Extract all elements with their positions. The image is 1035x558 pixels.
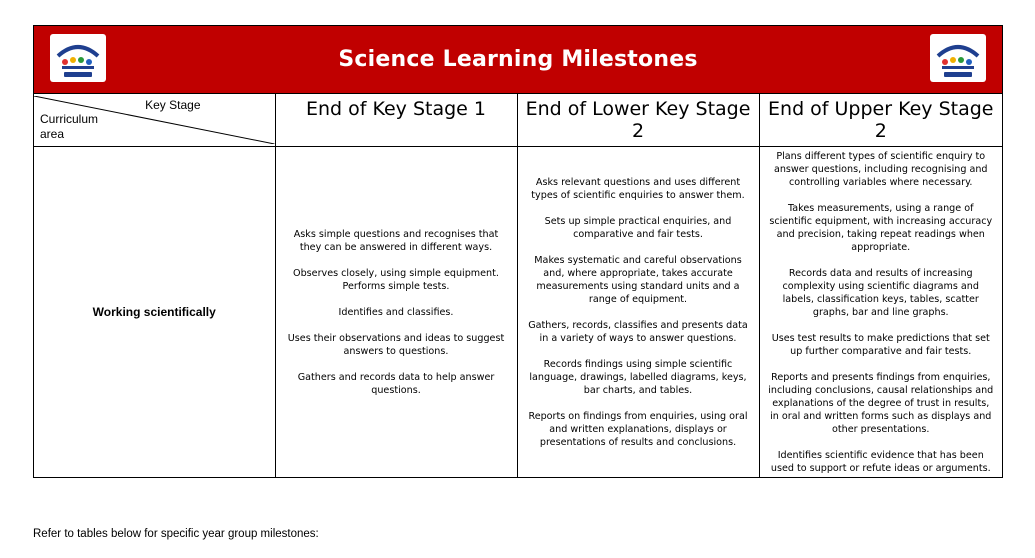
curriculum-area-label: Curriculum area xyxy=(40,112,99,141)
milestone-item: Observes closely, using simple equipment. Performs simple tests. xyxy=(293,267,499,292)
milestone-item: Makes systematic and careful observations and, where appropriate, takes accurate measurements using standard units and a range of equipment. xyxy=(534,254,742,305)
milestones-table xyxy=(34,94,1002,477)
milestone-item: Sets up simple practical enquiries, and comparative and fair tests. xyxy=(544,215,732,240)
eastbrook-logo-right-icon xyxy=(930,34,986,82)
milestone-item: Gathers, records, classifies and presents data in a variety of ways to answer questions. xyxy=(528,319,748,344)
milestone-item: Takes measurements, using a range of scientific equipment, with increasing accuracy and precision, taking repeat readings when appropriate. xyxy=(769,202,993,253)
milestone-item: Asks simple questions and recognises that they can be answered in different ways. xyxy=(293,228,499,253)
uks2-milestones-cell xyxy=(759,147,1002,478)
milestone-item: Gathers and records data to help answer questions. xyxy=(297,371,495,396)
page-title: Science Learning Milestones xyxy=(338,47,698,72)
milestone-item: Records data and results of increasing complexity using scientific diagrams and labels, classification keys, tables, scatter graphs, bar and line graphs. xyxy=(782,267,979,318)
column-header-ks1: End of Key Stage 1 xyxy=(275,94,517,147)
milestone-item: Identifies and classifies. xyxy=(338,306,454,318)
milestone-item: Plans different types of scientific enquiry to answer questions, including recognising and controlling variables where necessary. xyxy=(773,150,988,188)
column-header-lks2: End of Lower Key Stage 2 xyxy=(517,94,759,147)
milestone-item: Reports on findings from enquiries, using oral and written explanations, displays or presentations of results and conclusions. xyxy=(528,410,748,448)
milestone-item: Uses test results to make predictions that set up further comparative and fair tests. xyxy=(771,332,990,357)
ks1-milestones-cell xyxy=(275,147,517,478)
key-stage-label: Key Stage xyxy=(145,98,201,112)
milestone-item: Uses their observations and ideas to suggest answers to questions. xyxy=(287,332,505,357)
milestone-item: Reports and presents findings from enquiries, including conclusions, causal relationships and explanations of the degree of trust in results, in oral and written forms such as displays and other presentations. xyxy=(768,371,994,435)
header-row xyxy=(34,94,1002,147)
footer-note: Refer to tables below for specific year group milestones: xyxy=(33,528,319,540)
corner-cell xyxy=(34,94,275,147)
column-header-uks2: End of Upper Key Stage 2 xyxy=(759,94,1002,147)
milestone-item: Records findings using simple scientific language, drawings, labelled diagrams, keys, bar charts, and tables. xyxy=(529,358,747,396)
table-row xyxy=(34,147,1002,478)
eastbrook-logo-left-icon xyxy=(50,34,106,82)
milestones-document xyxy=(33,25,1003,478)
title-banner xyxy=(34,26,1002,94)
milestone-item: Asks relevant questions and uses different types of scientific enquiries to answer them. xyxy=(531,176,745,201)
lks2-milestones-cell xyxy=(517,147,759,478)
curriculum-area-cell: Working scientifically xyxy=(34,147,275,478)
milestone-item: Identifies scientific evidence that has been used to support or refute ideas or arguments. xyxy=(770,449,991,474)
